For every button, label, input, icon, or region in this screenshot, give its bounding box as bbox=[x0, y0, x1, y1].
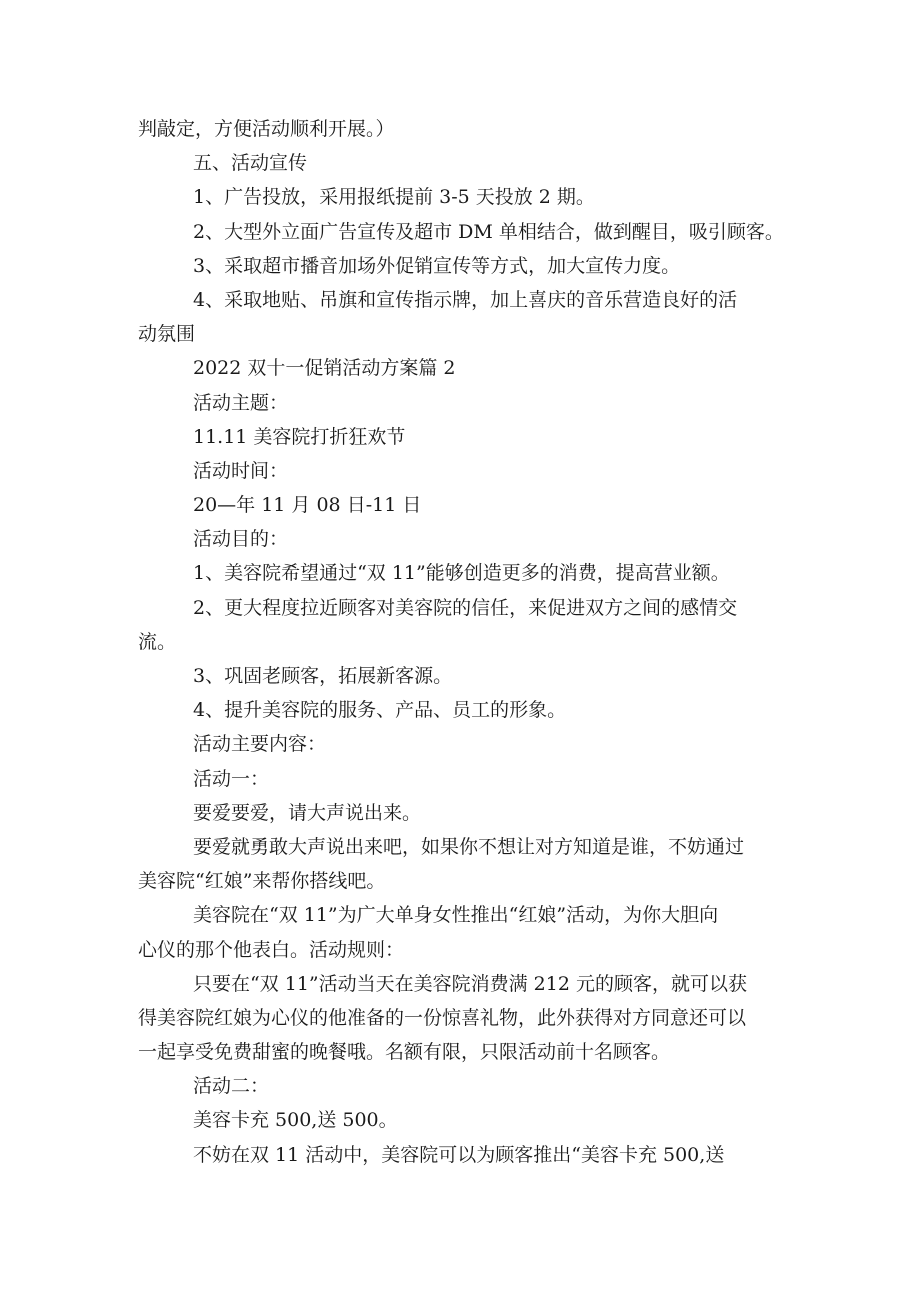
text-line: 要爱要爱，请大声说出来。 bbox=[193, 801, 422, 824]
text-line: 4、采取地贴、吊旗和宣传指示牌，加上喜庆的音乐营造良好的活 bbox=[193, 288, 738, 311]
text-line: 一起享受免费甜蜜的晚餐哦。名额有限，只限活动前十名顾客。 bbox=[138, 1041, 671, 1064]
text-line: 1、广告投放，采用报纸提前 3-5 天投放 2 期。 bbox=[193, 186, 595, 209]
text-line: 不妨在双 11 活动中，美容院可以为顾客推出“美容卡充 500,送 bbox=[193, 1143, 725, 1166]
text-line: 心仪的那个他表白。活动规则： bbox=[138, 938, 405, 961]
text-line: 流。 bbox=[138, 630, 177, 653]
text-line: 3、巩固老顾客，拓展新客源。 bbox=[193, 665, 453, 687]
text-line: 活动一： bbox=[193, 767, 270, 790]
text-line: 活动二： bbox=[193, 1075, 270, 1098]
text-line: 要爱就勇敢大声说出来吧，如果你不想让对方知道是谁，不妨通过 bbox=[193, 835, 745, 858]
text-line: 活动时间： bbox=[193, 459, 289, 482]
text-line: 五、活动宣传 bbox=[193, 152, 308, 175]
text-line: 美容卡充 500,送 500。 bbox=[193, 1109, 398, 1132]
text-line: 4、提升美容院的服务、产品、员工的形象。 bbox=[193, 699, 567, 722]
text-line: 只要在“双 11”活动当天在美容院消费满 212 元的顾客，就可以获 bbox=[193, 972, 747, 995]
text-line: 活动主要内容： bbox=[193, 733, 327, 756]
text-line: 得美容院红娘为心仪的他准备的一份惊喜礼物，此外获得对方同意还可以 bbox=[138, 1006, 747, 1029]
text-line: 动氛围 bbox=[138, 323, 196, 346]
text-line: 活动目的： bbox=[193, 528, 289, 551]
text-line: 活动主题： bbox=[193, 391, 289, 414]
text-line: 判敲定，方便活动顺利开展。） bbox=[138, 118, 395, 140]
document-body bbox=[138, 112, 788, 1172]
text-line: 2、大型外立面广告宣传及超市 DM 单相结合，做到醒目，吸引顾客。 bbox=[193, 220, 784, 243]
text-line: 2、更大程度拉近顾客对美容院的信任，来促进双方之间的感情交 bbox=[193, 596, 738, 619]
text-line: 1、美容院希望通过“双 11”能够创造更多的消费，提高营业额。 bbox=[193, 562, 730, 585]
text-line: 3、采取超市播音加场外促销宣传等方式，加大宣传力度。 bbox=[193, 254, 681, 277]
text-line: 2022 双十一促销活动方案篇 2 bbox=[193, 357, 456, 380]
text-line: 美容院在“双 11”为广大单身女性推出“红娘”活动，为你大胆向 bbox=[193, 904, 719, 927]
text-line: 11.11 美容院打折狂欢节 bbox=[193, 425, 406, 448]
text-line: 美容院“红娘”来帮你搭线吧。 bbox=[138, 870, 386, 893]
text-line: 20—年 11 月 08 日-11 日 bbox=[193, 494, 422, 517]
